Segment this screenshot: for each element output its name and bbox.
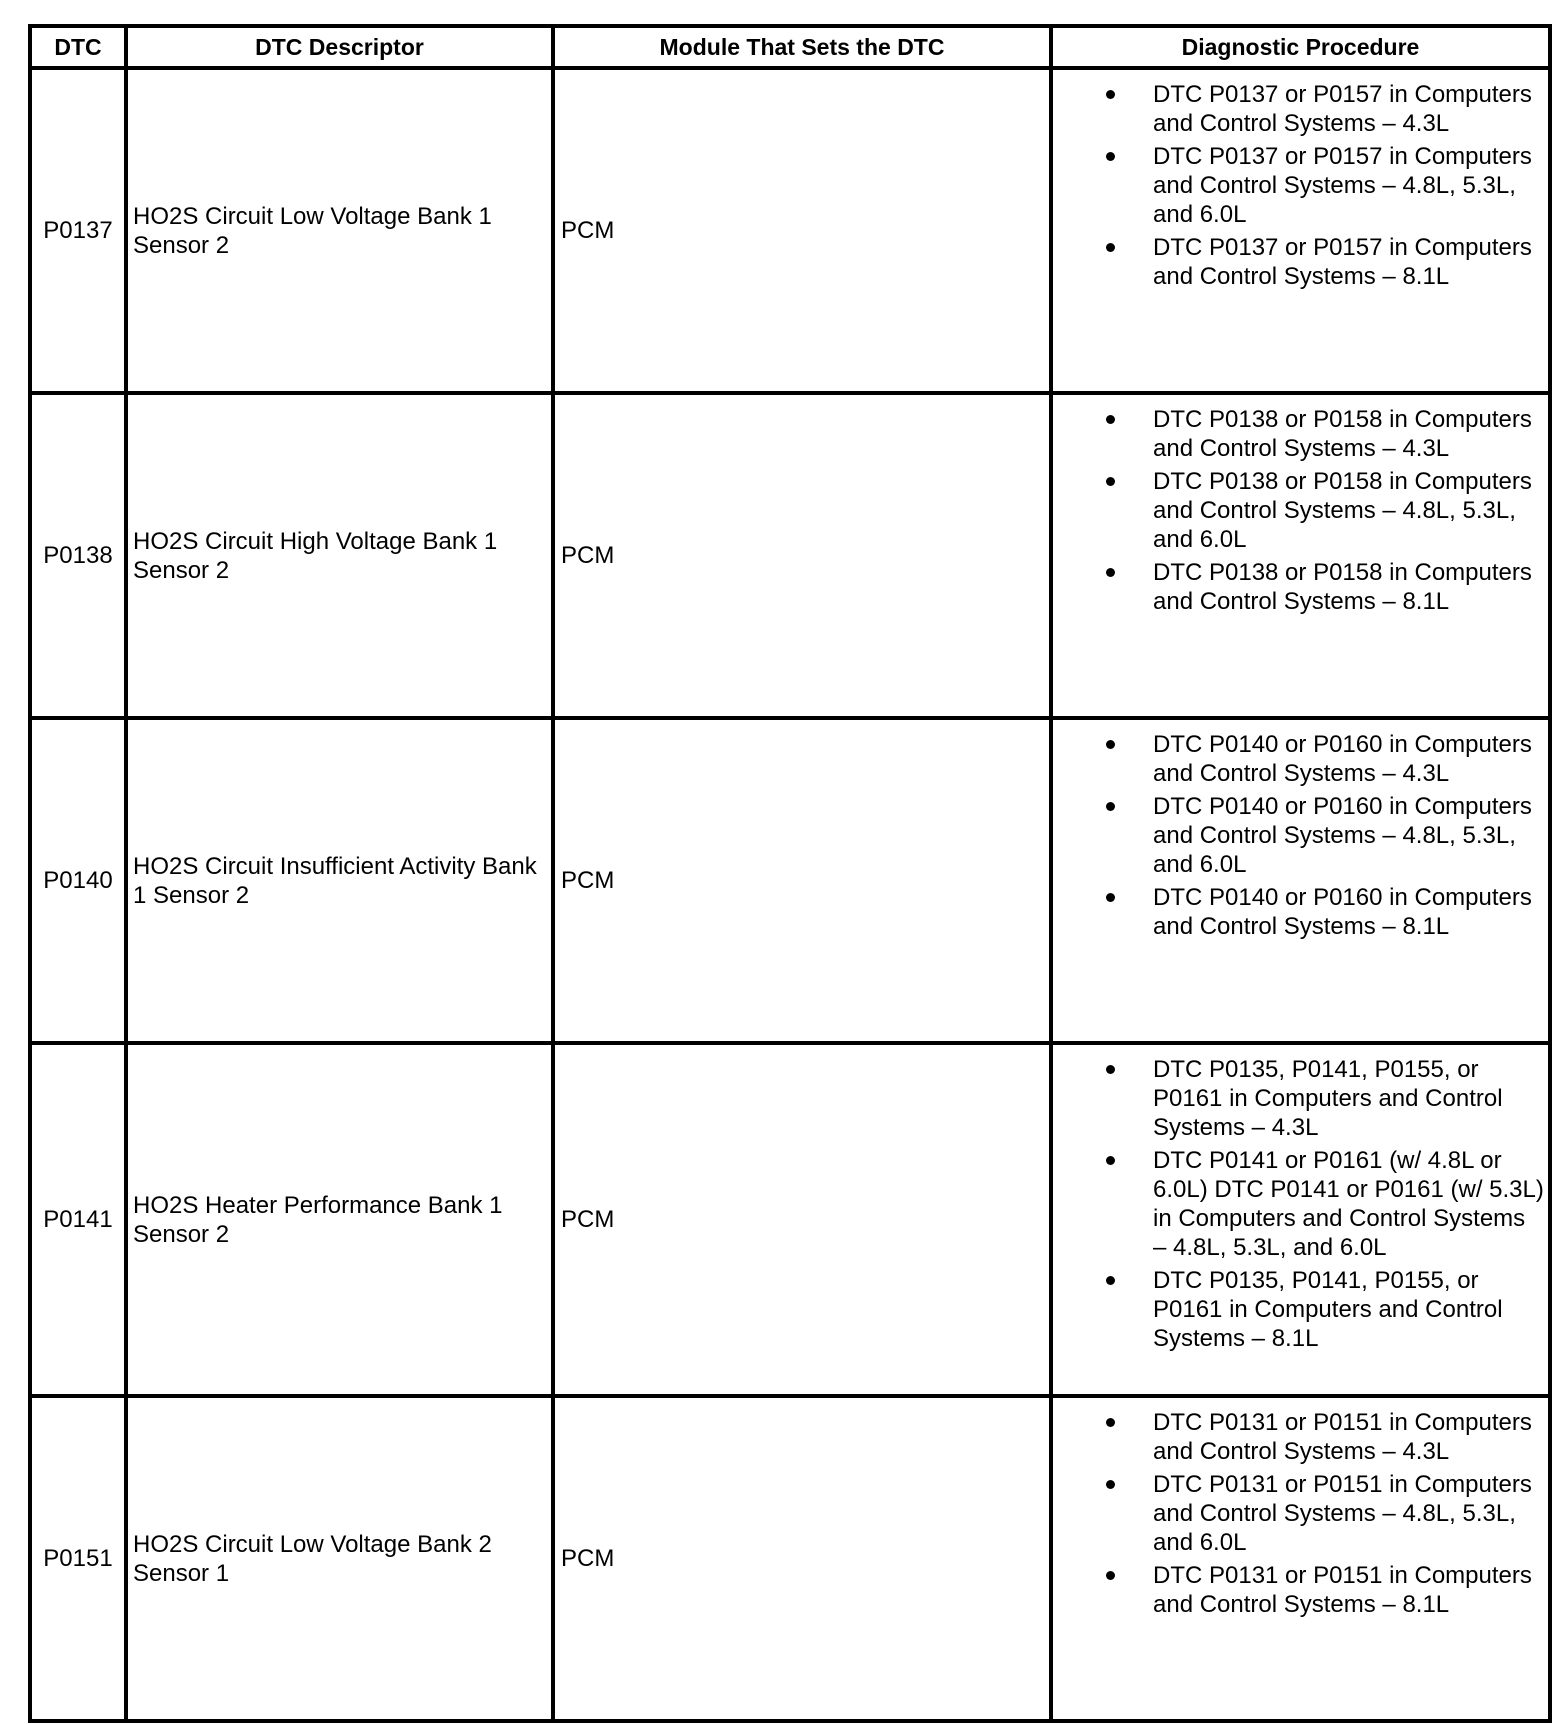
module-name: PCM [553, 718, 1051, 1043]
procedure-item [1053, 467, 1544, 554]
bullet-icon [1106, 477, 1115, 486]
procedure-link: DTC P0140 or P0160 in Computers and Control Systems – 4.8L, 5.3L, and 6.0L [1153, 793, 1532, 878]
dtc-descriptor: HO2S Circuit High Voltage Bank 1 Sensor 2 [126, 393, 553, 718]
table-row [30, 1396, 1550, 1721]
module-name: PCM [553, 1396, 1051, 1721]
procedure-link: DTC P0137 or P0157 in Computers and Control Systems – 4.8L, 5.3L, and 6.0L [1153, 143, 1532, 228]
procedure-link: DTC P0140 or P0160 in Computers and Control Systems – 8.1L [1153, 884, 1532, 940]
table-row [30, 1043, 1550, 1396]
bullet-icon [1106, 1418, 1115, 1427]
bullet-icon [1106, 243, 1115, 252]
procedure-item [1053, 558, 1544, 616]
bullet-icon [1106, 893, 1115, 902]
dtc-code: P0141 [30, 1043, 126, 1396]
module-name: PCM [553, 1043, 1051, 1396]
procedure-link: DTC P0131 or P0151 in Computers and Control Systems – 8.1L [1153, 1562, 1532, 1618]
bullet-icon [1106, 1480, 1115, 1489]
procedure-link: DTC P0138 or P0158 in Computers and Control Systems – 8.1L [1153, 559, 1532, 615]
module-name: PCM [553, 393, 1051, 718]
procedure-item [1053, 883, 1544, 941]
dtc-descriptor: HO2S Circuit Insufficient Activity Bank 1 Sensor 2 [126, 718, 553, 1043]
procedure-link: DTC P0137 or P0157 in Computers and Control Systems – 4.3L [1153, 81, 1532, 137]
bullet-icon [1106, 1156, 1115, 1165]
procedure-item [1053, 405, 1544, 463]
dtc-table [28, 24, 1552, 1723]
procedure-item [1053, 1408, 1544, 1466]
procedure-item [1053, 233, 1544, 291]
procedure-item [1053, 1055, 1544, 1142]
procedure-link: DTC P0140 or P0160 in Computers and Control Systems – 4.3L [1153, 731, 1532, 787]
procedure-link: DTC P0135, P0141, P0155, or P0161 in Computers and Control Systems – 4.3L [1153, 1056, 1503, 1141]
procedure-list [1053, 1408, 1544, 1619]
dtc-code: P0151 [30, 1396, 126, 1721]
procedure-item [1053, 1470, 1544, 1557]
table-row [30, 393, 1550, 718]
dtc-descriptor: HO2S Heater Performance Bank 1 Sensor 2 [126, 1043, 553, 1396]
bullet-icon [1106, 1571, 1115, 1580]
dtc-descriptor: HO2S Circuit Low Voltage Bank 2 Sensor 1 [126, 1396, 553, 1721]
bullet-icon [1106, 802, 1115, 811]
table-row [30, 68, 1550, 393]
table-row [30, 718, 1550, 1043]
module-name: PCM [553, 68, 1051, 393]
procedure-link: DTC P0135, P0141, P0155, or P0161 in Computers and Control Systems – 8.1L [1153, 1267, 1503, 1352]
procedure-link: DTC P0138 or P0158 in Computers and Control Systems – 4.3L [1153, 406, 1532, 462]
procedure-link: DTC P0137 or P0157 in Computers and Control Systems – 8.1L [1153, 234, 1532, 290]
dtc-descriptor: HO2S Circuit Low Voltage Bank 1 Sensor 2 [126, 68, 553, 393]
diagnostic-procedure [1051, 393, 1550, 718]
dtc-code: P0137 [30, 68, 126, 393]
diagnostic-procedure [1051, 1396, 1550, 1721]
procedure-item [1053, 1146, 1544, 1262]
procedure-link: DTC P0131 or P0151 in Computers and Control Systems – 4.8L, 5.3L, and 6.0L [1153, 1471, 1532, 1556]
procedure-list [1053, 1055, 1544, 1353]
procedure-item [1053, 1561, 1544, 1619]
diagnostic-procedure [1051, 68, 1550, 393]
bullet-icon [1106, 1276, 1115, 1285]
bullet-icon [1106, 740, 1115, 749]
diagnostic-procedure [1051, 1043, 1550, 1396]
procedure-list [1053, 730, 1544, 941]
procedure-list [1053, 405, 1544, 616]
procedure-item [1053, 1266, 1544, 1353]
bullet-icon [1106, 568, 1115, 577]
dtc-code: P0138 [30, 393, 126, 718]
procedure-item [1053, 792, 1544, 879]
procedure-item [1053, 730, 1544, 788]
table-header-row [30, 26, 1550, 68]
diagnostic-procedure [1051, 718, 1550, 1043]
header-dtc: DTC [30, 26, 126, 68]
header-procedure: Diagnostic Procedure [1051, 26, 1550, 68]
header-descriptor: DTC Descriptor [126, 26, 553, 68]
dtc-code: P0140 [30, 718, 126, 1043]
bullet-icon [1106, 415, 1115, 424]
procedure-item [1053, 80, 1544, 138]
bullet-icon [1106, 152, 1115, 161]
procedure-link: DTC P0131 or P0151 in Computers and Control Systems – 4.3L [1153, 1409, 1532, 1465]
procedure-link: DTC P0138 or P0158 in Computers and Control Systems – 4.8L, 5.3L, and 6.0L [1153, 468, 1532, 553]
procedure-item [1053, 142, 1544, 229]
bullet-icon [1106, 90, 1115, 99]
procedure-list [1053, 80, 1544, 291]
procedure-link: DTC P0141 or P0161 (w/ 4.8L or 6.0L) DTC P0141 or P0161 (w/ 5.3L) in Computers and Control Systems – 4.8L, 5.3L, and 6.0L [1153, 1147, 1544, 1261]
bullet-icon [1106, 1065, 1115, 1074]
header-module: Module That Sets the DTC [553, 26, 1051, 68]
